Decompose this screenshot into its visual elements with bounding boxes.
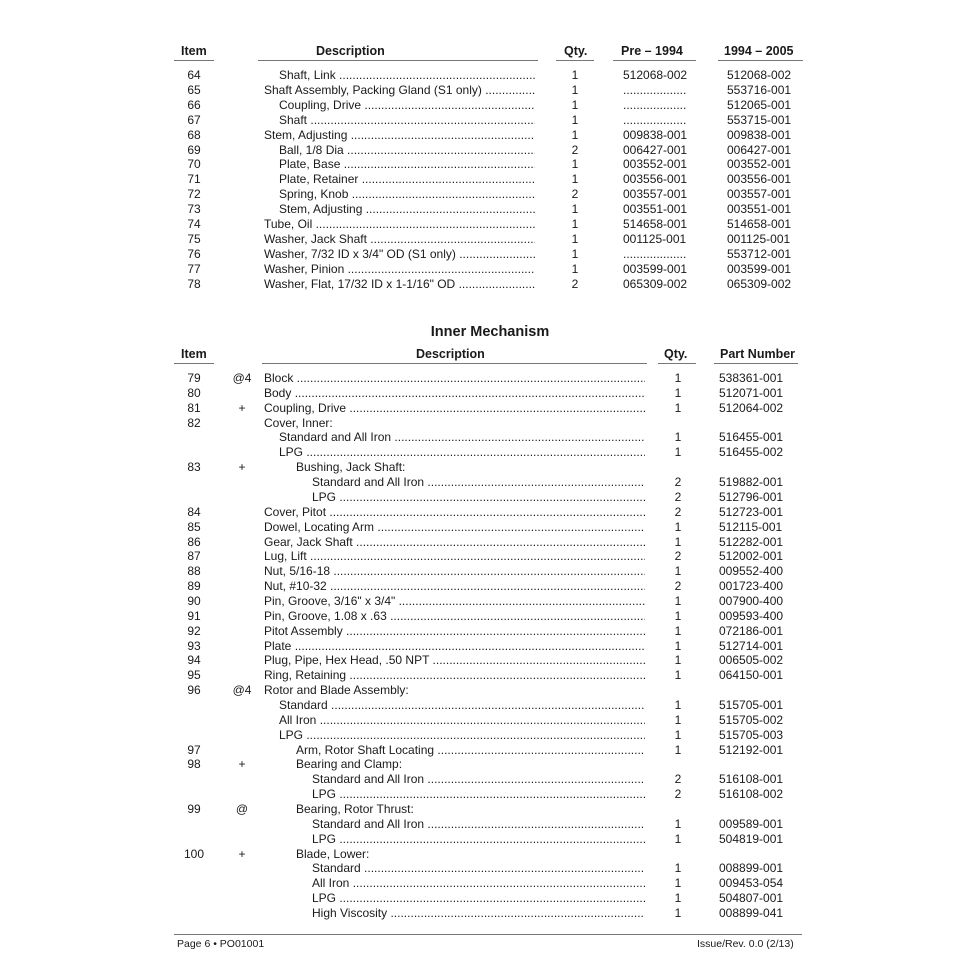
t2-qty: 1 — [674, 430, 682, 445]
t2-part-number: 064150-001 — [719, 668, 784, 683]
t2-rule-description — [262, 363, 647, 364]
t2-part-number: 516108-002 — [719, 787, 784, 802]
t1-1994-2005: 512065-001 — [727, 97, 792, 112]
t2-part-number: 006505-002 — [719, 653, 784, 668]
t1-item-number: 66 — [187, 97, 201, 112]
t1-description: Shaft ..... — [279, 113, 535, 128]
t1-description: Washer, Jack Shaft ..... — [264, 232, 535, 247]
t2-rule-item — [174, 363, 214, 364]
t2-header-description: Description — [416, 347, 485, 361]
t2-row — [0, 639, 980, 654]
t1-pre-1994: 003556-001 — [623, 172, 688, 187]
t1-item-number: 73 — [187, 202, 201, 217]
t2-item-number: 93 — [187, 638, 201, 653]
t2-qty: 1 — [674, 668, 682, 683]
t2-rule-part — [714, 363, 798, 364]
t2-row — [0, 460, 980, 475]
t2-row — [0, 847, 980, 862]
t2-note-symbol: @ — [235, 801, 249, 816]
t2-qty: 2 — [674, 489, 682, 504]
t1-row — [0, 217, 980, 232]
t2-note-symbol: + — [238, 460, 246, 475]
t2-item-number: 85 — [187, 519, 201, 534]
t1-row — [0, 98, 980, 113]
t2-row — [0, 475, 980, 490]
t2-part-number: 504819-001 — [719, 831, 784, 846]
t2-row — [0, 787, 980, 802]
t2-qty: 1 — [674, 876, 682, 891]
t1-qty: 1 — [571, 217, 579, 231]
t1-description: Shaft Assembly, Packing Gland (S1 only) ..... — [264, 83, 535, 98]
t2-row — [0, 579, 980, 594]
t1-pre-1994: 001125-001 — [623, 231, 687, 246]
t1-description: Plate, Base ..... — [279, 157, 535, 172]
t2-qty: 1 — [674, 623, 682, 638]
t1-header-item: Item — [181, 44, 207, 58]
t2-description: Body ..... — [264, 386, 645, 401]
t2-row — [0, 416, 980, 431]
t2-qty: 1 — [674, 891, 682, 906]
t1-pre-1994: 009838-001 — [623, 127, 688, 142]
t2-item-number: 97 — [187, 742, 201, 757]
t1-item-number: 64 — [187, 68, 201, 82]
t2-description: Nut, #10-32 ..... — [264, 579, 645, 594]
t2-note-symbol: @4 — [232, 683, 252, 698]
t2-description: High Viscosity ..... — [312, 906, 645, 921]
t2-description: Nut, 5/16-18 ..... — [264, 564, 645, 579]
t1-row — [0, 172, 980, 187]
t2-description: LPG ..... — [312, 490, 645, 505]
t1-description: Washer, 7/32 ID x 3/4" OD (S1 only) ..... — [264, 247, 535, 262]
t1-qty: 1 — [571, 246, 579, 261]
t1-pre-1994: 514658-001 — [623, 217, 688, 231]
t1-row — [0, 143, 980, 158]
t2-part-number: 512796-001 — [719, 489, 784, 504]
t1-description: Stem, Adjusting ..... — [279, 202, 535, 217]
t1-item-number: 71 — [187, 172, 201, 187]
t1-row — [0, 247, 980, 262]
t1-item-number: 72 — [187, 187, 201, 202]
t2-row — [0, 653, 980, 668]
t1-1994-2005: 512068-002 — [727, 68, 792, 82]
t2-row — [0, 520, 980, 535]
t2-description: LPG ..... — [312, 832, 645, 847]
t1-description: Ball, 1/8 Dia ..... — [279, 143, 535, 158]
t2-qty: 1 — [674, 712, 682, 727]
t2-row — [0, 549, 980, 564]
t2-item-number: 98 — [187, 757, 201, 772]
t2-qty: 2 — [674, 772, 682, 787]
t1-item-number: 69 — [187, 142, 201, 157]
t1-row — [0, 277, 980, 292]
t1-item-number: 78 — [187, 276, 201, 291]
t2-qty: 2 — [674, 549, 682, 564]
t1-pre-1994: ................... — [623, 82, 687, 97]
t2-qty: 1 — [674, 371, 682, 385]
t2-row — [0, 802, 980, 817]
t2-description: Bearing and Clamp: — [296, 757, 403, 772]
t1-qty: 2 — [571, 276, 579, 291]
t2-row — [0, 609, 980, 624]
t1-1994-2005: 514658-001 — [727, 217, 792, 231]
t2-description: Plug, Pipe, Hex Head, .50 NPT ..... — [264, 653, 645, 668]
t2-qty: 2 — [674, 787, 682, 802]
t1-row — [0, 232, 980, 247]
t2-qty: 1 — [674, 653, 682, 668]
t2-description: Dowel, Locating Arm ..... — [264, 520, 645, 535]
t2-qty: 1 — [674, 861, 682, 876]
t2-item-number: 80 — [187, 385, 201, 400]
t2-item-number: 88 — [187, 564, 201, 579]
t1-qty: 1 — [571, 231, 579, 246]
t1-row — [0, 262, 980, 277]
t2-item-number: 92 — [187, 623, 201, 638]
t2-row — [0, 490, 980, 505]
t1-description: Washer, Pinion ..... — [264, 262, 535, 277]
t1-item-number: 68 — [187, 127, 201, 142]
t2-item-number: 99 — [187, 801, 201, 816]
t2-description: Standard and All Iron ..... — [312, 772, 645, 787]
t2-item-number: 100 — [183, 846, 205, 861]
t2-part-number: 519882-001 — [719, 475, 784, 489]
t1-description: Shaft, Link ..... — [279, 68, 535, 83]
t2-part-number: 512192-001 — [719, 742, 784, 757]
t2-row — [0, 757, 980, 772]
t2-description: Lug, Lift ..... — [264, 549, 645, 564]
section-title: Inner Mechanism — [430, 324, 550, 340]
t2-qty: 1 — [674, 742, 682, 757]
t2-row — [0, 698, 980, 713]
t2-row — [0, 728, 980, 743]
t1-item-number: 77 — [187, 261, 201, 276]
t2-qty: 1 — [674, 608, 682, 623]
t2-qty: 1 — [674, 727, 682, 742]
t2-description: All Iron ..... — [279, 713, 645, 728]
t2-description: Gear, Jack Shaft ..... — [264, 535, 645, 550]
t1-description: Stem, Adjusting ..... — [264, 128, 535, 143]
t2-qty: 2 — [674, 504, 682, 519]
t2-part-number: 009453-054 — [719, 876, 784, 891]
t2-rule-qty — [658, 363, 696, 364]
t2-description: Ring, Retaining ..... — [264, 668, 645, 683]
t1-header-description: Description — [316, 44, 385, 58]
t2-description: Rotor and Blade Assembly: — [264, 683, 409, 698]
t2-row — [0, 876, 980, 891]
t1-1994-2005: 001125-001 — [727, 231, 791, 246]
t1-qty: 1 — [571, 172, 579, 187]
t2-row — [0, 594, 980, 609]
t1-row — [0, 128, 980, 143]
t2-description: Bushing, Jack Shaft: — [296, 460, 406, 475]
t2-description: Pin, Groove, 1.08 x .63 ..... — [264, 609, 645, 624]
footer-revision: Issue/Rev. 0.0 (2/13) — [697, 938, 794, 950]
t2-part-number: 515705-001 — [719, 697, 784, 712]
t2-part-number: 009589-001 — [719, 816, 784, 831]
t1-pre-1994: ................... — [623, 246, 687, 261]
t2-description: Cover, Pitot ..... — [264, 505, 645, 520]
t2-qty: 1 — [674, 831, 682, 846]
t2-part-number: 009593-400 — [719, 608, 784, 623]
t1-pre-1994: 003557-001 — [623, 187, 688, 202]
t2-qty: 2 — [674, 579, 682, 593]
t2-row — [0, 668, 980, 683]
t2-row — [0, 817, 980, 832]
t2-part-number: 512002-001 — [719, 549, 784, 564]
t2-description: LPG ..... — [279, 445, 645, 460]
t2-description: Arm, Rotor Shaft Locating ..... — [296, 743, 645, 758]
t2-description: Standard and All Iron ..... — [312, 817, 645, 832]
t2-note-symbol: + — [238, 757, 246, 772]
t1-qty: 1 — [571, 157, 579, 172]
footer-rule — [174, 934, 802, 935]
t2-description: Standard and All Iron ..... — [312, 475, 645, 490]
t1-1994-2005: 003599-001 — [727, 261, 792, 276]
t2-row — [0, 683, 980, 698]
t1-1994-2005: 553715-001 — [727, 112, 792, 127]
t2-description: Cover, Inner: — [264, 415, 333, 430]
t2-item-number: 86 — [187, 534, 201, 549]
t1-row — [0, 157, 980, 172]
t2-item-number: 96 — [187, 683, 201, 698]
t2-part-number: 001723-400 — [719, 579, 784, 593]
t2-row — [0, 624, 980, 639]
t1-pre-1994: 065309-002 — [623, 276, 688, 291]
t2-qty: 1 — [674, 638, 682, 653]
t2-description: LPG ..... — [312, 787, 645, 802]
t1-qty: 2 — [571, 187, 579, 202]
t1-1994-2005: 006427-001 — [727, 142, 792, 157]
t1-pre-1994: ................... — [623, 112, 687, 127]
t2-header-item: Item — [181, 347, 207, 361]
footer-page-label: Page 6 • PO01001 — [177, 938, 265, 950]
t1-pre-1994: 003551-001 — [623, 202, 688, 217]
t2-note-symbol: + — [238, 846, 246, 861]
t2-description: Standard and All Iron ..... — [279, 430, 645, 445]
t2-row — [0, 505, 980, 520]
t2-part-number: 512714-001 — [719, 638, 784, 653]
t1-item-number: 70 — [187, 157, 201, 172]
t2-item-number: 95 — [187, 668, 201, 683]
t2-description: All Iron ..... — [312, 876, 645, 891]
t2-item-number: 82 — [187, 415, 201, 430]
t2-description: LPG ..... — [279, 728, 645, 743]
t2-item-number: 83 — [187, 460, 201, 475]
t2-qty: 1 — [674, 816, 682, 831]
t1-rule-qty — [556, 60, 594, 61]
t1-header-qty: Qty. — [564, 44, 588, 58]
t1-1994-2005: 003551-001 — [727, 202, 792, 217]
t2-header-part-number: Part Number — [720, 347, 796, 361]
t2-item-number: 90 — [187, 593, 201, 608]
t2-description: LPG ..... — [312, 891, 645, 906]
t1-pre-1994: ................... — [623, 97, 687, 112]
t2-qty: 1 — [674, 564, 682, 579]
t1-item-number: 74 — [187, 217, 201, 231]
t1-qty: 1 — [571, 202, 579, 217]
t1-qty: 1 — [571, 261, 579, 276]
t1-description: Spring, Knob ..... — [279, 187, 535, 202]
t2-description: Coupling, Drive ..... — [264, 401, 645, 416]
t2-part-number: 008899-041 — [719, 906, 784, 920]
t2-part-number: 516108-001 — [719, 772, 784, 787]
t1-qty: 1 — [571, 97, 579, 112]
t2-qty: 2 — [674, 475, 682, 489]
t2-item-number: 94 — [187, 653, 201, 668]
t2-description: Standard ..... — [279, 698, 645, 713]
t1-header-pre-1994: Pre – 1994 — [621, 44, 683, 58]
t1-description: Coupling, Drive ..... — [279, 98, 535, 113]
t2-qty: 1 — [674, 400, 682, 415]
t2-note-symbol: + — [238, 400, 246, 415]
t1-qty: 1 — [571, 127, 579, 142]
t2-description: Block ..... — [264, 371, 645, 386]
t1-1994-2005: 003556-001 — [727, 172, 792, 187]
t2-part-number: 512282-001 — [719, 534, 784, 549]
t2-row — [0, 713, 980, 728]
t2-row — [0, 535, 980, 550]
t1-description: Washer, Flat, 17/32 ID x 1-1/16" OD ..... — [264, 277, 535, 292]
t2-part-number: 516455-001 — [719, 430, 784, 445]
t2-qty: 1 — [674, 385, 682, 400]
t1-pre-1994: 512068-002 — [623, 68, 688, 82]
t2-row — [0, 430, 980, 445]
t2-part-number: 512723-001 — [719, 504, 784, 519]
t2-part-number: 072186-001 — [719, 623, 784, 638]
t2-header-qty: Qty. — [664, 347, 688, 361]
t2-description: Blade, Lower: — [296, 846, 370, 861]
t2-row — [0, 891, 980, 906]
t1-row — [0, 202, 980, 217]
t2-row — [0, 445, 980, 460]
t1-rule-description — [258, 60, 538, 61]
t2-part-number: 512071-001 — [719, 385, 784, 400]
t1-item-number: 76 — [187, 246, 201, 261]
t2-item-number: 79 — [187, 371, 201, 385]
t1-row — [0, 187, 980, 202]
t2-row — [0, 371, 980, 386]
t2-item-number: 84 — [187, 504, 201, 519]
t2-part-number: 008899-001 — [719, 861, 784, 876]
t1-description: Tube, Oil ..... — [264, 217, 535, 232]
t1-rule-pre — [613, 60, 696, 61]
t2-item-number: 87 — [187, 549, 201, 564]
t1-rule-range — [718, 60, 803, 61]
t2-row — [0, 832, 980, 847]
t2-part-number: 515705-003 — [719, 727, 784, 742]
t2-qty: 1 — [674, 445, 682, 460]
t2-description: Standard ..... — [312, 861, 645, 876]
t2-part-number: 516455-002 — [719, 445, 784, 460]
t2-qty: 1 — [674, 906, 682, 920]
t2-description: Pitot Assembly ..... — [264, 624, 645, 639]
t2-item-number: 81 — [187, 400, 201, 415]
t1-item-number: 65 — [187, 82, 201, 97]
t1-1994-2005: 065309-002 — [727, 276, 792, 291]
t2-row — [0, 772, 980, 787]
t1-row — [0, 68, 980, 83]
t2-qty: 1 — [674, 534, 682, 549]
t1-1994-2005: 009838-001 — [727, 127, 792, 142]
t1-description: Plate, Retainer ..... — [279, 172, 535, 187]
t2-part-number: 007900-400 — [719, 593, 784, 608]
t2-row — [0, 401, 980, 416]
t1-1994-2005: 003557-001 — [727, 187, 792, 202]
t2-note-symbol: @4 — [232, 371, 252, 385]
t1-rule-item — [174, 60, 214, 61]
t1-header-1994-2005: 1994 – 2005 — [724, 44, 794, 58]
t2-description: Plate ..... — [264, 639, 645, 654]
t2-qty: 1 — [674, 697, 682, 712]
t1-item-number: 75 — [187, 231, 201, 246]
t1-row — [0, 113, 980, 128]
t2-row — [0, 906, 980, 921]
t2-part-number: 504807-001 — [719, 891, 784, 906]
t1-qty: 1 — [571, 112, 579, 127]
t2-part-number: 538361-001 — [719, 371, 784, 385]
t2-qty: 1 — [674, 593, 682, 608]
t2-part-number: 512064-002 — [719, 400, 784, 415]
t2-part-number: 512115-001 — [719, 519, 783, 534]
t2-part-number: 009552-400 — [719, 564, 784, 579]
t1-qty: 2 — [571, 142, 579, 157]
t1-item-number: 67 — [187, 112, 201, 127]
t1-1994-2005: 003552-001 — [727, 157, 792, 172]
t1-pre-1994: 003552-001 — [623, 157, 688, 172]
t2-row — [0, 743, 980, 758]
t1-row — [0, 83, 980, 98]
t2-row — [0, 564, 980, 579]
t1-pre-1994: 003599-001 — [623, 261, 688, 276]
t1-qty: 1 — [571, 82, 579, 97]
t1-pre-1994: 006427-001 — [623, 142, 688, 157]
t2-qty: 1 — [674, 519, 682, 534]
t1-qty: 1 — [571, 68, 579, 82]
t2-part-number: 515705-002 — [719, 712, 784, 727]
t2-row — [0, 386, 980, 401]
t2-description: Pin, Groove, 3/16" x 3/4" ..... — [264, 594, 645, 609]
t2-row — [0, 861, 980, 876]
t2-item-number: 89 — [187, 579, 201, 593]
t2-description: Bearing, Rotor Thrust: — [296, 801, 414, 816]
t1-1994-2005: 553712-001 — [727, 246, 792, 261]
t1-1994-2005: 553716-001 — [727, 82, 792, 97]
t2-item-number: 91 — [187, 608, 201, 623]
